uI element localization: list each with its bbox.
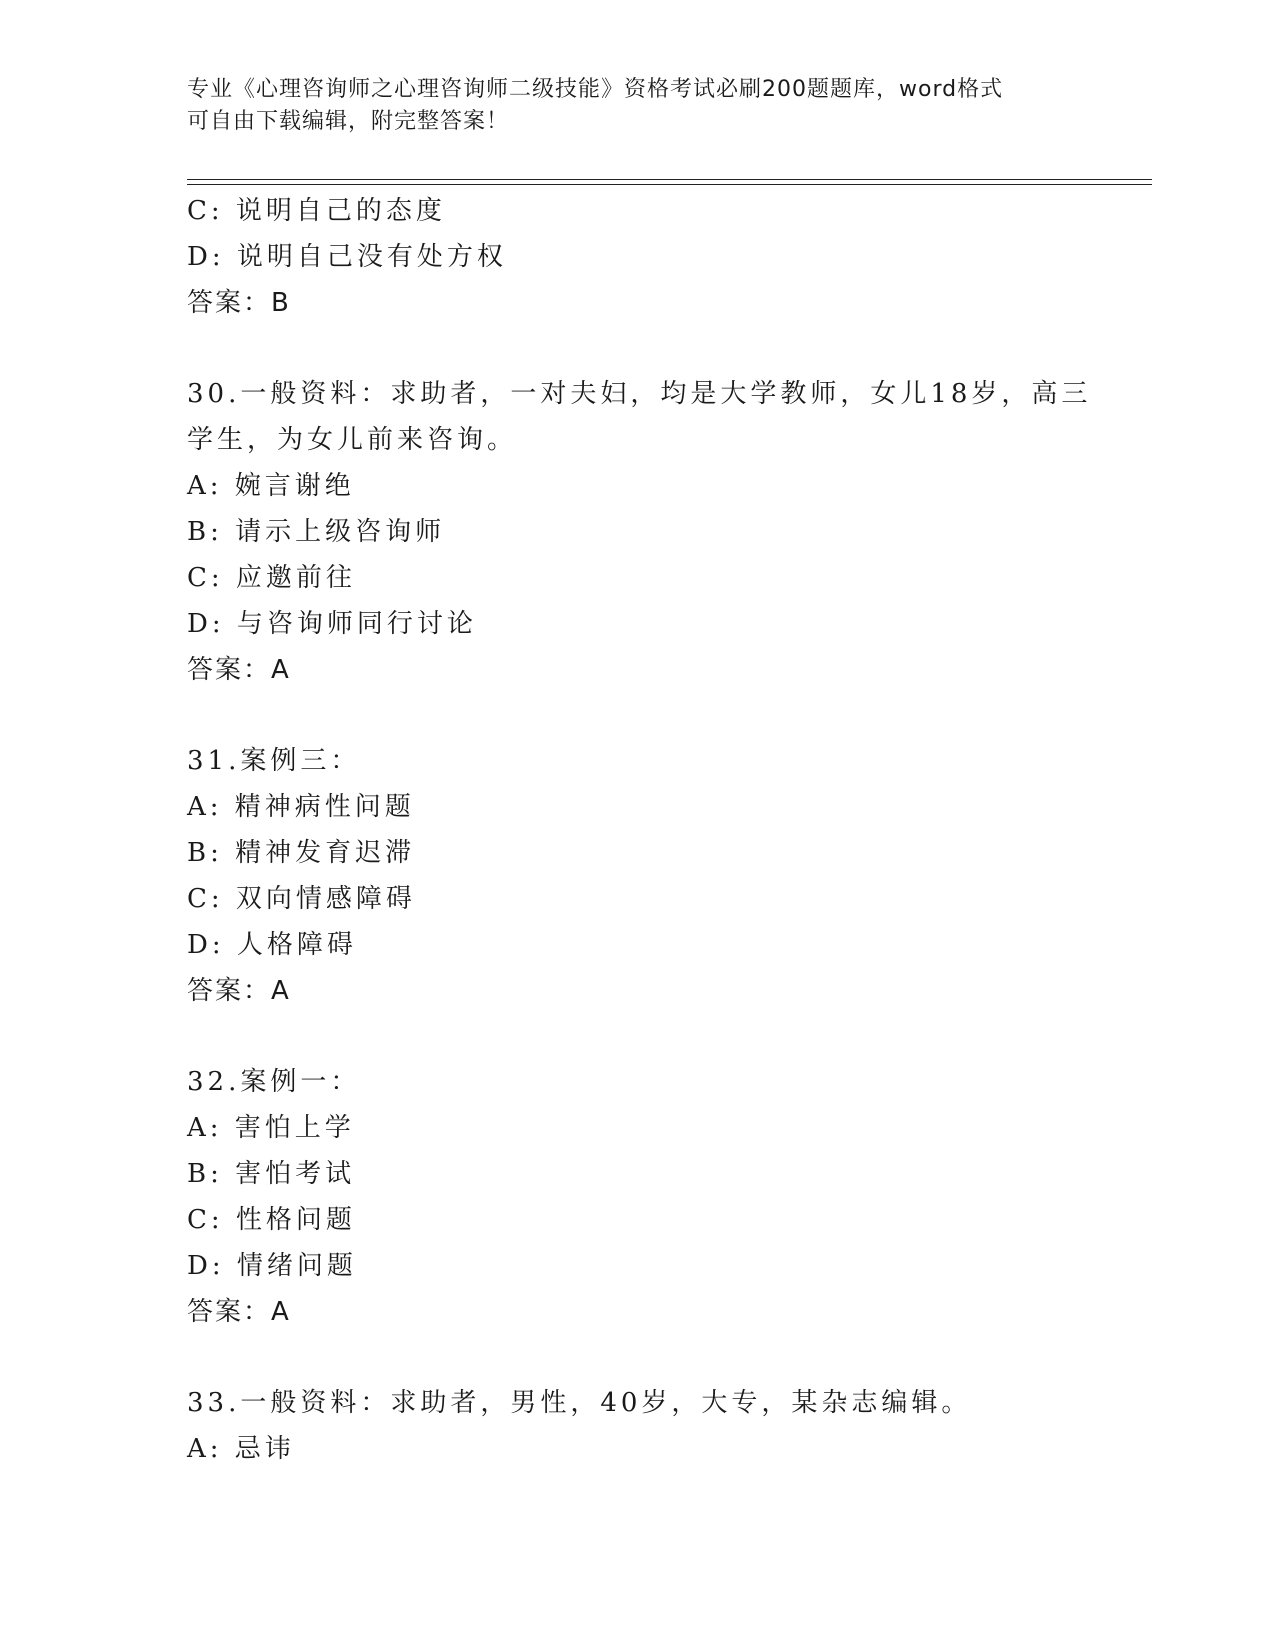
option-a: A: 婉言谢绝 [187,471,355,501]
question-31 [187,738,1147,1014]
header-divider-top [187,179,1152,180]
document-body [187,188,1147,1472]
answer-line: 答案：B [187,288,291,318]
answer-line: 答案：A [187,655,291,685]
question-33 [187,1380,1147,1472]
question-stem: 31.案例三： [187,746,361,776]
option-d: D: 与咨询师同行讨论 [187,609,477,639]
option-d: D: 说明自己没有处方权 [187,242,507,272]
option-c: C: 说明自己的态度 [187,196,446,226]
option-b: B: 请示上级咨询师 [187,517,446,547]
option-b: B: 精神发育迟滞 [187,838,416,868]
option-d: D: 情绪问题 [187,1251,357,1281]
answer-line: 答案：A [187,1297,291,1327]
option-a: A: 忌讳 [187,1434,295,1464]
question-32 [187,1059,1147,1335]
question-stem: 33.一般资料：求助者，男性，40岁，大专，某杂志编辑。 [187,1388,972,1418]
option-c: C: 应邀前往 [187,563,356,593]
question-stem-continued: 学生，为女儿前来咨询。 [187,425,518,455]
header-line-1: 专业《心理咨询师之心理咨询师二级技能》资格考试必刷200题题库，word格式 [187,77,1004,102]
header-line-2: 可自由下载编辑，附完整答案！ [187,109,510,134]
previous-question-tail [187,188,1147,326]
option-c: C: 双向情感障碍 [187,884,416,914]
question-stem: 30.一般资料：求助者，一对夫妇，均是大学教师，女儿18岁，高三 [187,379,1092,409]
option-a: A: 害怕上学 [187,1113,355,1143]
option-c: C: 性格问题 [187,1205,356,1235]
option-b: B: 害怕考试 [187,1159,356,1189]
answer-line: 答案：A [187,976,291,1006]
question-stem: 32.案例一： [187,1067,361,1097]
option-a: A: 精神病性问题 [187,792,415,822]
option-d: D: 人格障碍 [187,930,357,960]
document-header [187,74,1067,138]
header-divider-bottom [187,184,1152,185]
question-30 [187,371,1147,693]
